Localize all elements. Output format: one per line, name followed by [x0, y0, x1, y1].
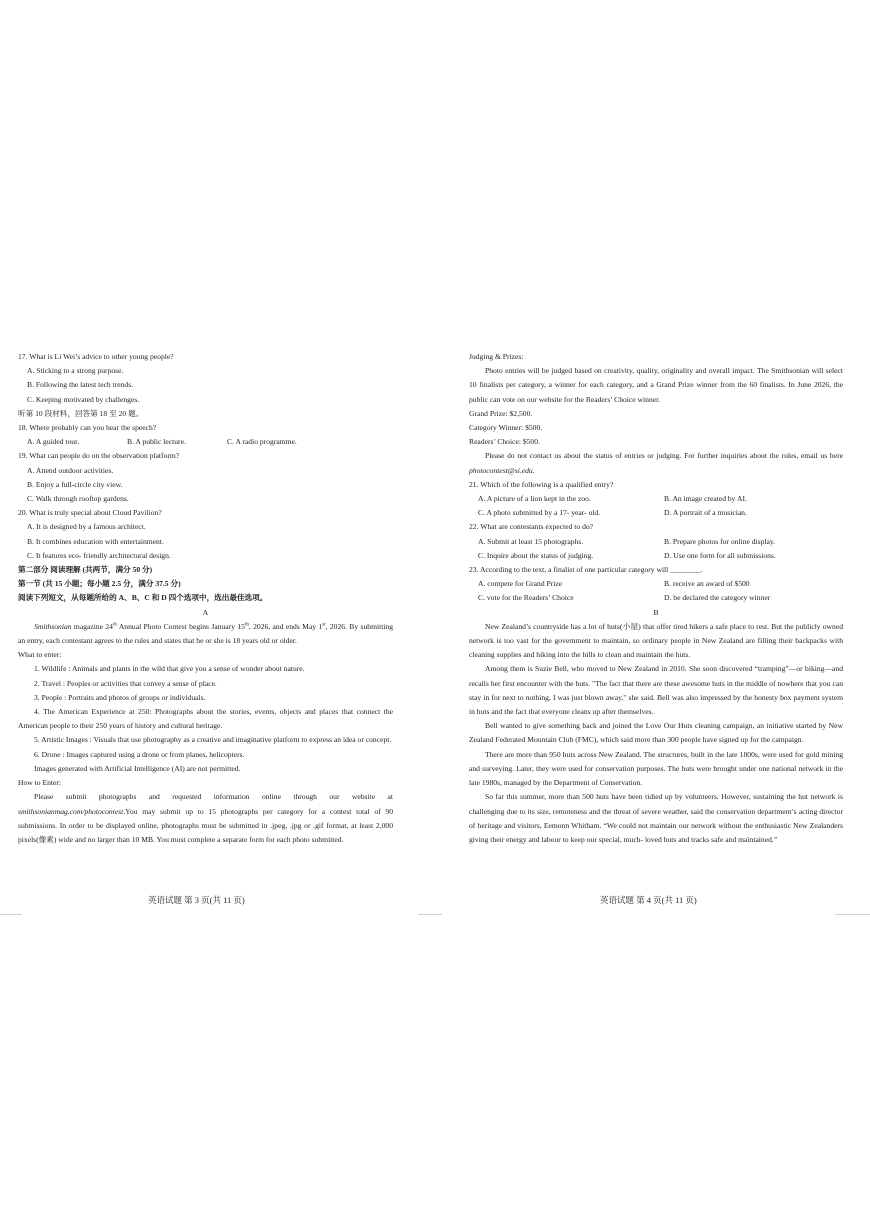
judging-heading: Judging & Prizes: — [469, 352, 524, 361]
contact-paragraph: Please do not contact us about the status of entries or judging. For further inquiries about the rules, email us here photocontest@si.edu. — [469, 451, 843, 475]
scan-artifact-line — [0, 914, 22, 915]
q21-stem: 21. Which of the following is a qualified entry? — [469, 479, 614, 489]
q20-option-a: A. It is designed by a famous architect. — [27, 522, 146, 532]
q21-options-row2 — [469, 506, 843, 520]
passage-b-letter: B — [653, 607, 659, 617]
passage-a-intro: Smithsonian magazine 24th Annual Photo Contest begins January 15th, 2026, and ends May 1st, 2026. By submitting an entry, each contestant agrees to the rules and states that he or she is 18 years old or older. — [18, 621, 394, 646]
passage-b-paragraph-2: Among them is Suzie Bell, who moved to New Zealand in 2010. She soon discovered “tramping”—or biking—and recalls her first encounter with the huts. "The fact that there are these awesome huts in the middle of nowhere that you can stay in for next to nothing, I was just blown away," she said. Bell was also impressed by the honesty box payment system in huts and the fact that everyone cleans up after themselves. — [469, 664, 843, 717]
q20-option-c: C. It features eco- friendly architectural design. — [27, 550, 171, 560]
passage-a-letter: A — [202, 607, 209, 617]
passage-b-paragraph-1: New Zealand’s countryside has a lot of huts(小屋) that offer tired hikers a safe place to rest. But the publicly owned network is too vast for the government to maintain, so ordinary people in New Zealand are filling their backpacks with cleaning supplies and hiking into the hills to clean and maintain the huts. — [469, 621, 843, 660]
right-page-footer: 英语试题 第 4 页(共 11 页) — [600, 895, 697, 905]
q18-stem: 18. Where probably can you hear the speech? — [18, 423, 157, 433]
q22-option-c: C. Inquire about the status of judging. — [478, 550, 594, 560]
readers-choice-prize: Readers’ Choice: $500. — [469, 437, 540, 447]
q23-option-b: B. receive an award of $500 — [664, 579, 750, 589]
scan-artifact-line — [418, 914, 442, 915]
ai-note: Images generated with Artificial Intelligence (AI) are not permitted. — [34, 763, 241, 773]
left-page-footer: 英语试题 第 3 页(共 11 页) — [148, 895, 245, 905]
judging-paragraph: Photo entries will be judged based on creativity, quality, originality and overall impact. The Smithsonian will select 10 finalists per category, a winner for each category, and a Grand Prize winner from the 60 finalists. In June 2026, the public can vote on our website for the Readers’ Choice winner. — [469, 366, 843, 404]
category-american-experience: 4. The American Experience at 250: Photographs about the stories, events, objects and places that connect the American people to their 250 years of history and cultural heritage. — [18, 707, 393, 731]
section-one-heading: 第一节 (共 15 小题；每小题 2.5 分，满分 37.5 分) — [18, 579, 181, 589]
category-travel: 2. Travel : Peoples or activities that convey a sense of place. — [34, 678, 217, 688]
q22-options-row1 — [469, 535, 843, 549]
grand-prize: Grand Prize: $2,500. — [469, 408, 533, 418]
what-to-enter-heading: What to enter: — [18, 650, 62, 660]
q21-option-a: A. A picture of a lion kept in the zoo. — [478, 494, 591, 504]
reading-instruction: 阅读下列短文，从每题所给的 A、B、C 和 D 四个选项中，选出最佳选项。 — [18, 593, 268, 603]
q22-option-b: B. Prepare photos for online display. — [664, 536, 776, 546]
category-artistic-images: 5. Artistic Images : Visuals that use photography as a creative and imaginative platform to express an idea or concept. — [34, 735, 392, 745]
contact-email: photocontest@si.edu — [469, 465, 533, 475]
q23-option-c: C. vote for the Readers’ Choice — [478, 593, 574, 603]
q18-option-b: B. A public lecture. — [127, 437, 186, 447]
q17-option-c: C. Keeping motivated by challenges. — [27, 394, 140, 404]
q21-option-c: C. A photo submitted by a 17- year- old. — [478, 508, 601, 518]
category-wildlife: 1. Wildlife : Animals and plants in the wild that give you a sense of wonder about nature. — [34, 664, 305, 674]
passage-b-paragraph-5: So far this summer, more than 500 huts have been tidied up by volunteers. However, sustaining the hut network is challenging due to its size, remoteness and the threat of severe weather, said the conservation department’s acting director of heritage and visitors, Eemonn Whitham. “We could not maintain our network without the enthusiastic New Zealanders giving their energy and labour to keep our special, much- loved huts and tracks safe and maintained.” — [469, 792, 843, 844]
passage-b-paragraph-4: There are more than 950 huts across New Zealand. The structures, built in the late 1800s, were used for gold mining and surveying. Later, they were used for conservation purposes. The huts were brought under one national network in the late 1980s, managed by the Department of Conservation. — [469, 749, 843, 788]
q19-option-b: B. Enjoy a full-circle city view. — [27, 479, 123, 489]
category-winner-prize: Category Winner: $500. — [469, 423, 543, 433]
q21-option-b: B. An image created by AI. — [664, 494, 747, 504]
q23-option-d: D. be declared the category winner — [664, 593, 771, 603]
q19-option-c: C. Walk through rooftop gardens. — [27, 494, 129, 504]
q22-option-a: A. Submit at least 15 photographs. — [478, 536, 584, 546]
q19-stem: 19. What can people do on the observation platform? — [18, 451, 180, 461]
q18-options — [18, 435, 393, 449]
q23-options-row1 — [469, 577, 843, 591]
right-page — [469, 350, 843, 847]
q23-option-a: A. compete for Grand Prize — [478, 579, 563, 589]
scan-artifact-line — [835, 914, 870, 915]
left-page — [18, 350, 393, 847]
q18-option-c: C. A radio programme. — [227, 437, 297, 447]
listening-instruction: 听第 10 段材料，回答第 18 至 20 题。 — [18, 408, 144, 418]
website-link: smithsonianmag.com/photocontest — [18, 806, 124, 816]
q22-option-d: D. Use one form for all submissions. — [664, 550, 776, 560]
q17-option-b: B. Following the latest tech trends. — [27, 380, 134, 390]
q22-options-row2 — [469, 549, 843, 563]
magazine-name: Smithsonian — [34, 621, 72, 631]
passage-b-paragraph-3: Bell wanted to give something back and joined the Love Our Huts cleaning campaign, an initiative started by New Zealand Federated Mountain Club (FMC), which said more than 300 people have signed up for the campaign. — [469, 721, 843, 745]
how-to-enter-heading: How to Enter: — [18, 778, 62, 788]
q20-stem: 20. What is truly special about Cloud Pavilion? — [18, 508, 162, 518]
q22-stem: 22. What are contestants expected to do? — [469, 522, 594, 532]
q17-stem: 17. What is Li Wei’s advice to other young people? — [18, 352, 174, 361]
q18-option-a: A. A guided tour. — [27, 437, 80, 447]
q20-option-b: B. It combines education with entertainment. — [27, 536, 164, 546]
q23-stem: 23. According to the text, a finalist of one particular category will ________. — [469, 565, 703, 575]
q19-option-a: A. Attend outdoor activities. — [27, 465, 114, 475]
part-two-heading: 第二部分 阅读理解 (共两节，满分 50 分) — [18, 565, 153, 575]
category-people: 3. People : Portraits and photos of groups or individuals. — [34, 692, 206, 702]
q23-options-row2 — [469, 591, 843, 605]
q21-options-row1 — [469, 492, 843, 506]
category-drone: 6. Drone : Images captured using a drone or from planes, helicopters. — [34, 749, 245, 759]
q17-option-a: A. Sticking to a strong purpose. — [27, 366, 124, 376]
q21-option-d: D. A portrait of a musician. — [664, 508, 747, 518]
how-to-enter-paragraph: Please submit photographs and requested information online through our website at smithsonianmag.com/photocontest.You may submit up to 15 photographs per category for a contest total of 90 submissions. In order to be displayed online, photographs must be submitted in .jpeg, .jpg or .gif format, at least 2,000 pixels(像素) wide and no larger than 10 MB. You must complete a separate form for each photo submitted. — [18, 792, 393, 844]
